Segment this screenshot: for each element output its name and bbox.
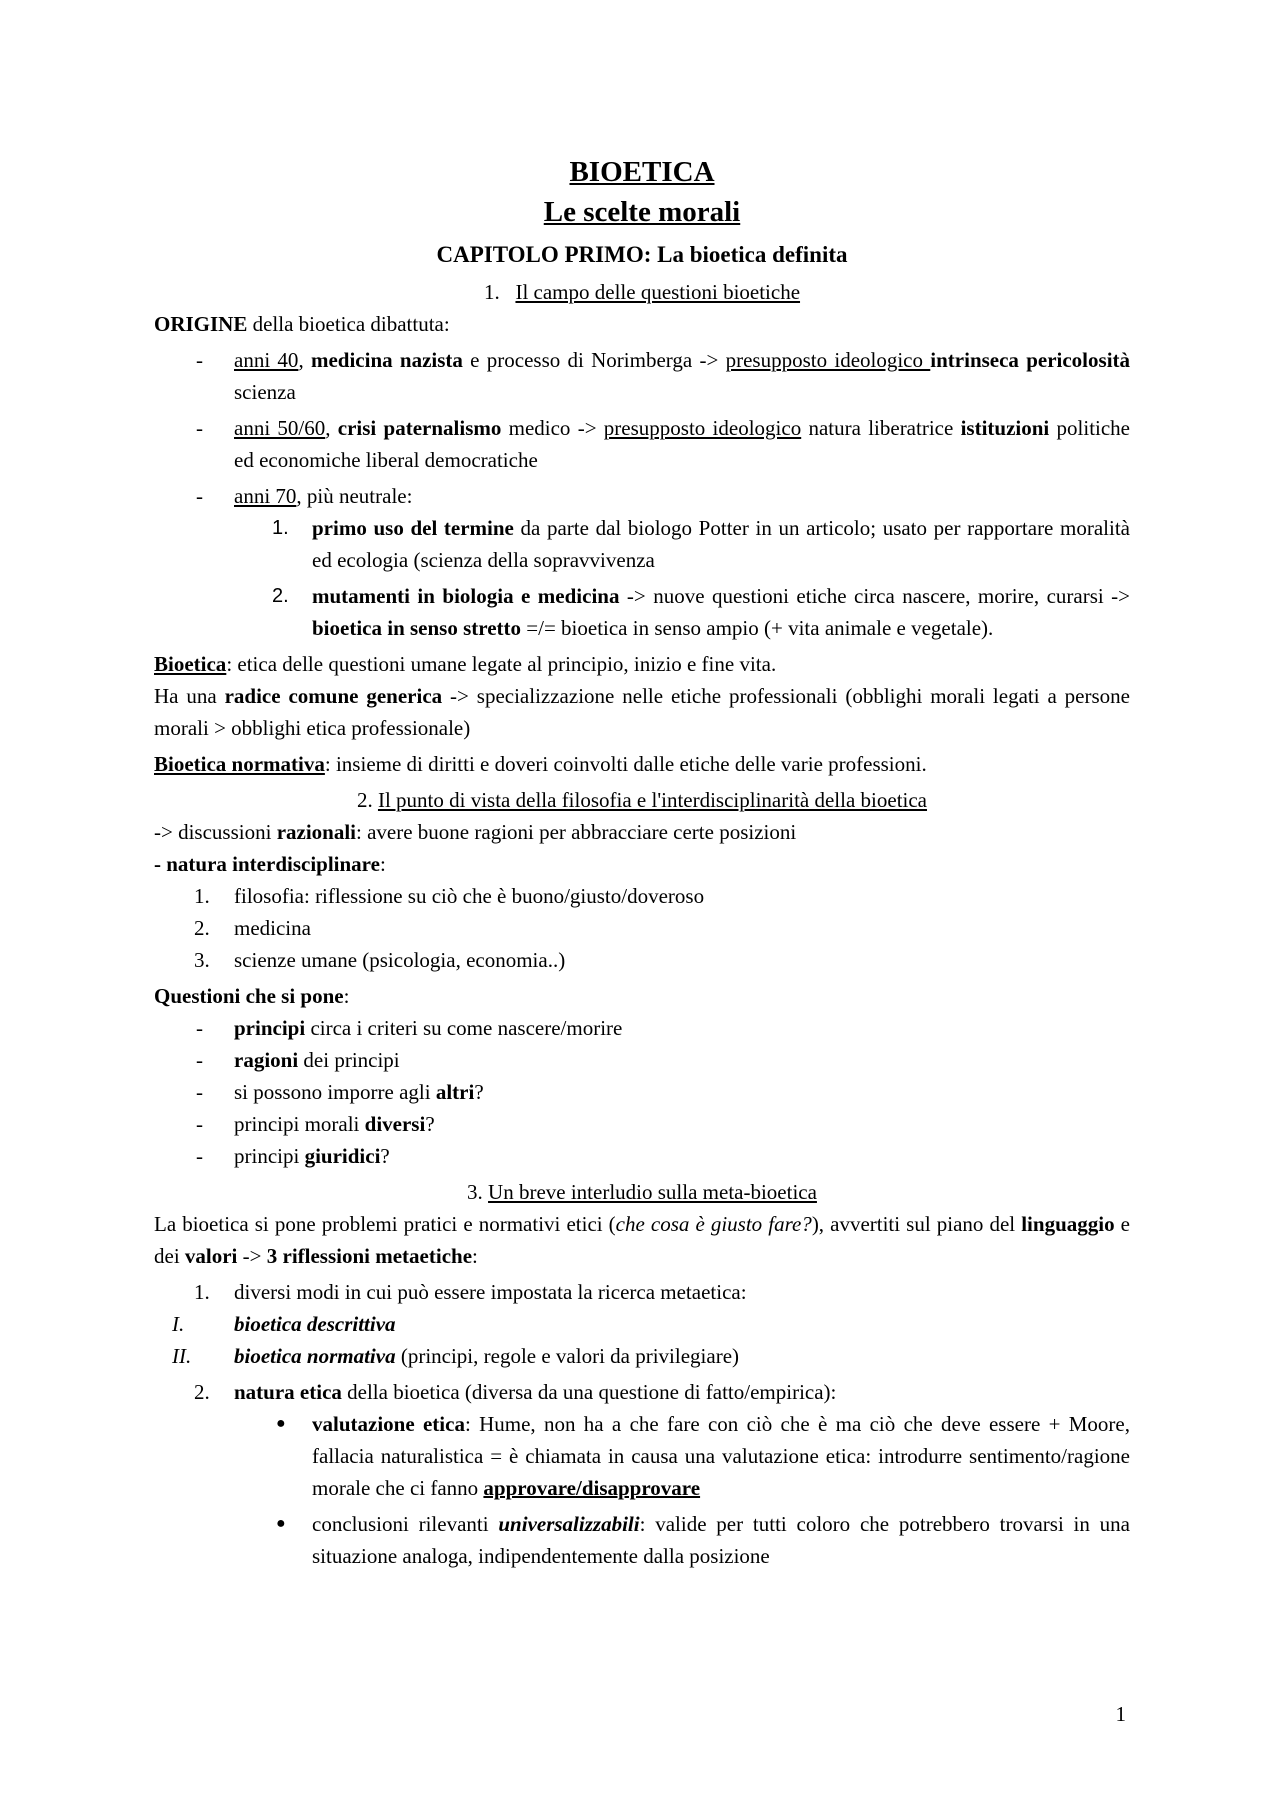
interdisciplinare-line: - natura interdisciplinare: — [154, 852, 386, 876]
list-item: 2. natura etica della bioetica (diversa da una questione di fatto/empirica): — [194, 1380, 837, 1404]
roman-list — [154, 1308, 1130, 1372]
list-item: II. bioetica normativa (principi, regole e valori da privilegiare) — [172, 1344, 740, 1368]
section-2-heading: 2. Il punto di vista della filosofia e l'interdisciplinarità della bioetica — [356, 788, 928, 812]
definition-normativa: Bioetica normativa: insieme di diritti e doveri coinvolti dalle etiche delle varie professioni. — [154, 752, 927, 776]
bullet-icon: ● — [276, 1415, 286, 1432]
list-item: - principi giuridici? — [154, 1140, 1130, 1172]
list-item: 1. primo uso del termine da parte dal biologo Potter in un articolo; usato per rapportare moralità ed ecologia (scienza della sopravvivenza — [272, 516, 1130, 572]
list-item: 1. filosofia: riflessione su ciò che è buono/giusto/doveroso — [194, 884, 705, 908]
document-page — [154, 152, 1130, 1572]
origin-list — [154, 344, 1130, 512]
origin-line — [154, 308, 1130, 340]
list-item: 1. diversi modi in cui può essere impostata la ricerca metaetica: — [194, 1280, 747, 1304]
section-1-heading — [154, 276, 1130, 308]
list-item: - anni 70, più neutrale: — [154, 480, 1130, 512]
list-item: 3. scienze umane (psicologia, economia..) — [194, 948, 566, 972]
section-3-heading: 3. Un breve interludio sulla meta-bioetica — [467, 1180, 817, 1204]
metaetica-point-2 — [154, 1376, 1130, 1408]
list-item: - anni 50/60, crisi paternalismo medico -> presupposto ideologico natura liberatrice istituzioni politiche ed economiche liberal democratiche — [154, 412, 1130, 476]
section-3-intro: La bioetica si pone problemi pratici e normativi etici (che cosa è giusto fare?), avvertiti sul piano del linguaggio e dei valori -> 3 riflessioni metaetiche: — [154, 1212, 1130, 1268]
document-title: BIOETICA — [569, 156, 715, 188]
list-item: - si possono imporre agli altri? — [154, 1076, 1130, 1108]
section-3-title: Un breve interludio sulla meta-bioetica — [488, 1180, 817, 1204]
page-number: 1 — [1115, 1702, 1126, 1726]
list-item: - ragioni dei principi — [154, 1044, 1130, 1076]
list-item: - anni 40, medicina nazista e processo di Norimberga -> presupposto ideologico intrinseca pericolosità scienza — [154, 344, 1130, 408]
definition-term: Bioetica — [154, 652, 227, 676]
chapter-heading: CAPITOLO PRIMO: La bioetica definita — [436, 242, 848, 267]
origin-rest: della bioetica dibattuta: — [247, 312, 450, 336]
bullet-icon: ● — [276, 1515, 286, 1532]
list-item: 2. mutamenti in biologia e medicina -> nuove questioni etiche circa nascere, morire, curarsi -> bioetica in senso stretto =/= bioetica in senso ampio (+ vita animale e vegetale). — [272, 584, 1130, 640]
list-item: - principi circa i criteri su come nascere/morire — [154, 1012, 1130, 1044]
razionali-line: -> discussioni razionali: avere buone ragioni per abbracciare certe posizioni — [154, 820, 797, 844]
bullet-list — [154, 1408, 1130, 1572]
section-2-title: Il punto di vista della filosofia e l'interdisciplinarità della bioetica — [377, 788, 928, 812]
section-1-title: Il campo delle questioni bioetiche — [515, 280, 801, 304]
list-item: I. bioetica descrittiva — [172, 1312, 396, 1336]
list-item: 2. medicina — [194, 916, 311, 940]
metaetica-point-1 — [154, 1276, 1130, 1308]
disciplines-list — [154, 880, 1130, 976]
questions-heading: Questioni che si pone: — [154, 984, 350, 1008]
anni-70-sublist — [154, 512, 1130, 644]
list-item: ● valutazione etica: Hume, non ha a che fare con ciò che è ma ciò che deve essere + Moore, fallacia naturalistica = è chiamata in causa una valutazione etica: introdurre sentimento/ragione morale che ci fanno approvare/disapprovare — [154, 1408, 1130, 1504]
list-item: - principi morali diversi? — [154, 1108, 1130, 1140]
section-1-number: 1. — [483, 280, 500, 304]
definition-bioetica: Bioetica: etica delle questioni umane legate al principio, inizio e fine vita. — [154, 652, 777, 676]
list-item: ● conclusioni rilevanti universalizzabili: valide per tutti coloro che potrebbero trovarsi in una situazione analoga, indipendentemente dalla posizione — [154, 1508, 1130, 1572]
origin-label: ORIGINE — [154, 312, 248, 336]
questions-list — [154, 1012, 1130, 1172]
document-subtitle: Le scelte morali — [543, 196, 741, 228]
radice-paragraph: Ha una radice comune generica -> specializzazione nelle etiche professionali (obblighi morali legati a persone morali > obblighi etica professionale) — [154, 684, 1130, 740]
